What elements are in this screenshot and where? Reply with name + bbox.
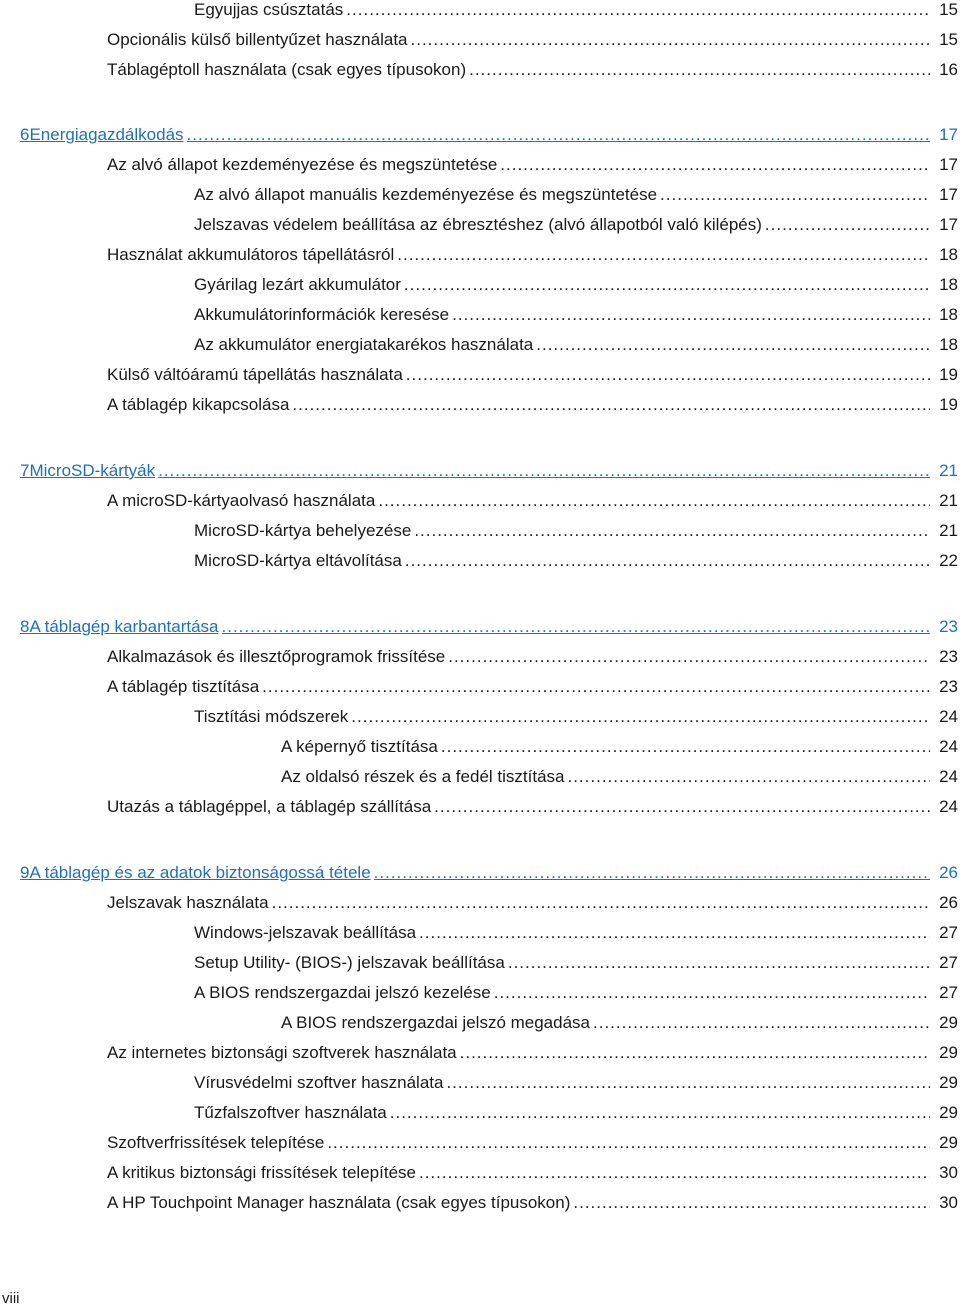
dot-leader xyxy=(434,797,930,817)
toc-entry-title: A táblagép tisztítása xyxy=(107,677,260,696)
toc-entry-title: Használat akkumulátoros tápellátásról xyxy=(107,245,395,264)
toc-entry-title: Akkumulátorinformációk keresése xyxy=(194,305,450,324)
toc-entry-page: 23 xyxy=(939,647,958,666)
toc-entry[interactable] xyxy=(0,947,958,973)
toc-chapter-entry[interactable] xyxy=(0,119,958,145)
toc-entry[interactable] xyxy=(0,1037,958,1063)
toc-entry[interactable] xyxy=(0,791,958,817)
dot-leader xyxy=(406,365,930,385)
dot-leader xyxy=(292,395,930,415)
dot-leader xyxy=(469,60,930,80)
toc-entry-title: Windows-jelszavak beállítása xyxy=(194,923,417,942)
toc-entry-page: 29 xyxy=(939,1013,958,1032)
dot-leader xyxy=(222,617,931,637)
toc-entry[interactable] xyxy=(0,977,958,1003)
toc-entry-page: 18 xyxy=(939,245,958,264)
dot-leader xyxy=(404,275,930,295)
toc-entry[interactable] xyxy=(0,1127,958,1153)
page-number: viii xyxy=(2,1290,20,1307)
dot-leader xyxy=(405,551,930,571)
chapter-number: 7 xyxy=(20,461,30,480)
toc-entry-title: Gyárilag lezárt akkumulátor xyxy=(194,275,401,294)
toc-entry[interactable] xyxy=(0,1097,958,1123)
dot-leader xyxy=(573,1193,930,1213)
dot-leader xyxy=(351,707,930,727)
toc-entry-page: 21 xyxy=(939,521,958,540)
toc-entry-page: 29 xyxy=(939,1073,958,1092)
toc-entry-title: Tűzfalszoftver használata xyxy=(194,1103,387,1122)
toc-entry[interactable] xyxy=(0,671,958,697)
toc-entry-page: 30 xyxy=(939,1193,958,1212)
toc-entry-title: A táblagép kikapcsolása xyxy=(107,395,290,414)
toc-entry-title: Tisztítási módszerek xyxy=(194,707,349,726)
toc-entry-page: 26 xyxy=(939,893,958,912)
toc-entry-title: A HP Touchpoint Manager használata (csak egyes típusokon) xyxy=(107,1193,571,1212)
toc-entry-page: 18 xyxy=(939,335,958,354)
toc-entry[interactable] xyxy=(0,269,958,295)
dot-leader xyxy=(390,1103,930,1123)
toc-entry-title: Setup Utility- (BIOS-) jelszavak beállítása xyxy=(194,953,505,972)
toc-entry[interactable] xyxy=(0,641,958,667)
dot-leader xyxy=(500,155,930,175)
toc-entry-title: Az alvó állapot manuális kezdeményezése és megszüntetése xyxy=(194,185,658,204)
toc-entry[interactable] xyxy=(0,24,958,50)
dot-leader xyxy=(346,0,930,20)
toc-entry[interactable] xyxy=(0,329,958,355)
dot-leader xyxy=(262,677,930,697)
dot-leader xyxy=(411,30,930,50)
toc-entry[interactable] xyxy=(0,1067,958,1093)
dot-leader xyxy=(441,737,930,757)
toc-entry-title: A BIOS rendszergazdai jelszó megadása xyxy=(281,1013,591,1032)
toc-entry-title: Energiagazdálkodás xyxy=(29,125,184,144)
toc-entry-title: Szoftverfrissítések telepítése xyxy=(107,1133,325,1152)
toc-entry-title: Egyujjas csúsztatás xyxy=(194,0,344,19)
toc-entry-title: A BIOS rendszergazdai jelszó kezelése xyxy=(194,983,491,1002)
toc-entry-page: 30 xyxy=(939,1163,958,1182)
toc-entry-page: 15 xyxy=(939,0,958,19)
dot-leader xyxy=(419,1163,930,1183)
toc-entry-page: 29 xyxy=(939,1103,958,1122)
toc-entry-page: 19 xyxy=(939,365,958,384)
toc-entry[interactable] xyxy=(0,485,958,511)
toc-entry-title: Opcionális külső billentyűzet használata xyxy=(107,30,408,49)
toc-entry[interactable] xyxy=(0,209,958,235)
toc-entry[interactable] xyxy=(0,1187,958,1213)
toc-entry-title: Alkalmazások és illesztőprogramok frissítése xyxy=(107,647,446,666)
toc-entry-page: 24 xyxy=(939,797,958,816)
toc-entry-page: 24 xyxy=(939,737,958,756)
toc-entry[interactable] xyxy=(0,761,958,787)
toc-entry[interactable] xyxy=(0,0,958,20)
dot-leader xyxy=(446,1073,930,1093)
toc-entry[interactable] xyxy=(0,1157,958,1183)
toc-entry-page: 23 xyxy=(939,677,958,696)
toc-entry-page: 15 xyxy=(939,30,958,49)
toc-entry-title: Az oldalsó részek és a fedél tisztítása xyxy=(281,767,565,786)
toc-entry[interactable] xyxy=(0,545,958,571)
toc-entry-title: MicroSD-kártya eltávolítása xyxy=(194,551,402,570)
toc-entry[interactable] xyxy=(0,359,958,385)
toc-entry-page: 17 xyxy=(939,125,958,144)
toc-entry-title: Jelszavas védelem beállítása az ébresztéshez (alvó állapotból való kilépés) xyxy=(194,215,762,234)
dot-leader xyxy=(414,521,930,541)
toc-entry-page: 23 xyxy=(939,617,958,636)
toc-entry[interactable] xyxy=(0,389,958,415)
toc-entry-page: 27 xyxy=(939,953,958,972)
toc-entry-page: 24 xyxy=(939,767,958,786)
toc-entry[interactable] xyxy=(0,299,958,325)
chapter-number: 8 xyxy=(20,617,30,636)
toc-entry[interactable] xyxy=(0,149,958,175)
dot-leader xyxy=(593,1013,930,1033)
dot-leader xyxy=(397,245,930,265)
toc-entry-page: 26 xyxy=(939,863,958,882)
dot-leader xyxy=(508,953,930,973)
toc-entry-title: A táblagép és az adatok biztonságossá tétele xyxy=(29,863,371,882)
dot-leader xyxy=(158,461,930,481)
dot-leader xyxy=(272,893,930,913)
toc-entry-page: 17 xyxy=(939,155,958,174)
toc-entry-title: MicroSD-kártya behelyezése xyxy=(194,521,412,540)
toc-entry-title: A képernyő tisztítása xyxy=(281,737,438,756)
toc-entry-page: 29 xyxy=(939,1133,958,1152)
toc-entry-title: Vírusvédelmi szoftver használata xyxy=(194,1073,444,1092)
toc-chapter-entry[interactable] xyxy=(0,857,958,883)
toc-entry-page: 17 xyxy=(939,215,958,234)
toc-entry-title: Jelszavak használata xyxy=(107,893,269,912)
toc-entry[interactable] xyxy=(0,239,958,265)
toc-entry-title: Az internetes biztonsági szoftverek használata xyxy=(107,1043,457,1062)
toc-entry[interactable] xyxy=(0,54,958,80)
toc-entry-title: Külső váltóáramú tápellátás használata xyxy=(107,365,403,384)
toc-entry-page: 19 xyxy=(939,395,958,414)
toc-entry-page: 16 xyxy=(939,60,958,79)
toc-chapter-entry[interactable] xyxy=(0,611,958,637)
toc-entry[interactable] xyxy=(0,1007,958,1033)
toc-entry-page: 24 xyxy=(939,707,958,726)
toc-entry-page: 18 xyxy=(939,305,958,324)
dot-leader xyxy=(378,491,930,511)
dot-leader xyxy=(660,185,930,205)
toc-entry-page: 18 xyxy=(939,275,958,294)
dot-leader xyxy=(460,1043,930,1063)
toc-entry-title: A microSD-kártyaolvasó használata xyxy=(107,491,376,510)
dot-leader xyxy=(419,923,930,943)
dot-leader xyxy=(327,1133,930,1153)
toc-entry-page: 29 xyxy=(939,1043,958,1062)
toc-entry-page: 22 xyxy=(939,551,958,570)
dot-leader xyxy=(187,125,930,145)
toc-entry-title: Táblagéptoll használata (csak egyes típusokon) xyxy=(107,60,467,79)
toc-entry-title: MicroSD-kártyák xyxy=(29,461,156,480)
dot-leader xyxy=(452,305,930,325)
dot-leader xyxy=(765,215,930,235)
chapter-number: 6 xyxy=(20,125,30,144)
dot-leader xyxy=(536,335,930,355)
dot-leader xyxy=(494,983,930,1003)
toc-entry[interactable] xyxy=(0,731,958,757)
dot-leader xyxy=(567,767,930,787)
toc-entry-title: Az akkumulátor energiatakarékos használata xyxy=(194,335,534,354)
toc-entry-title: Az alvó állapot kezdeményezése és megszüntetése xyxy=(107,155,498,174)
toc-entry-page: 27 xyxy=(939,923,958,942)
toc-entry-title: Utazás a táblagéppel, a táblagép szállítása xyxy=(107,797,432,816)
toc-entry-page: 27 xyxy=(939,983,958,1002)
toc-entry-title: A táblagép karbantartása xyxy=(29,617,219,636)
toc-entry[interactable] xyxy=(0,701,958,727)
toc-entry[interactable] xyxy=(0,887,958,913)
dot-leader xyxy=(448,647,930,667)
dot-leader xyxy=(374,863,930,883)
toc-entry-page: 21 xyxy=(939,461,958,480)
toc-entry[interactable] xyxy=(0,515,958,541)
toc-entry-page: 17 xyxy=(939,185,958,204)
chapter-number: 9 xyxy=(20,863,30,882)
toc-entry[interactable] xyxy=(0,917,958,943)
toc-entry-page: 21 xyxy=(939,491,958,510)
toc-chapter-entry[interactable] xyxy=(0,455,958,481)
toc-entry-title: A kritikus biztonsági frissítések telepítése xyxy=(107,1163,416,1182)
toc-entry[interactable] xyxy=(0,179,958,205)
